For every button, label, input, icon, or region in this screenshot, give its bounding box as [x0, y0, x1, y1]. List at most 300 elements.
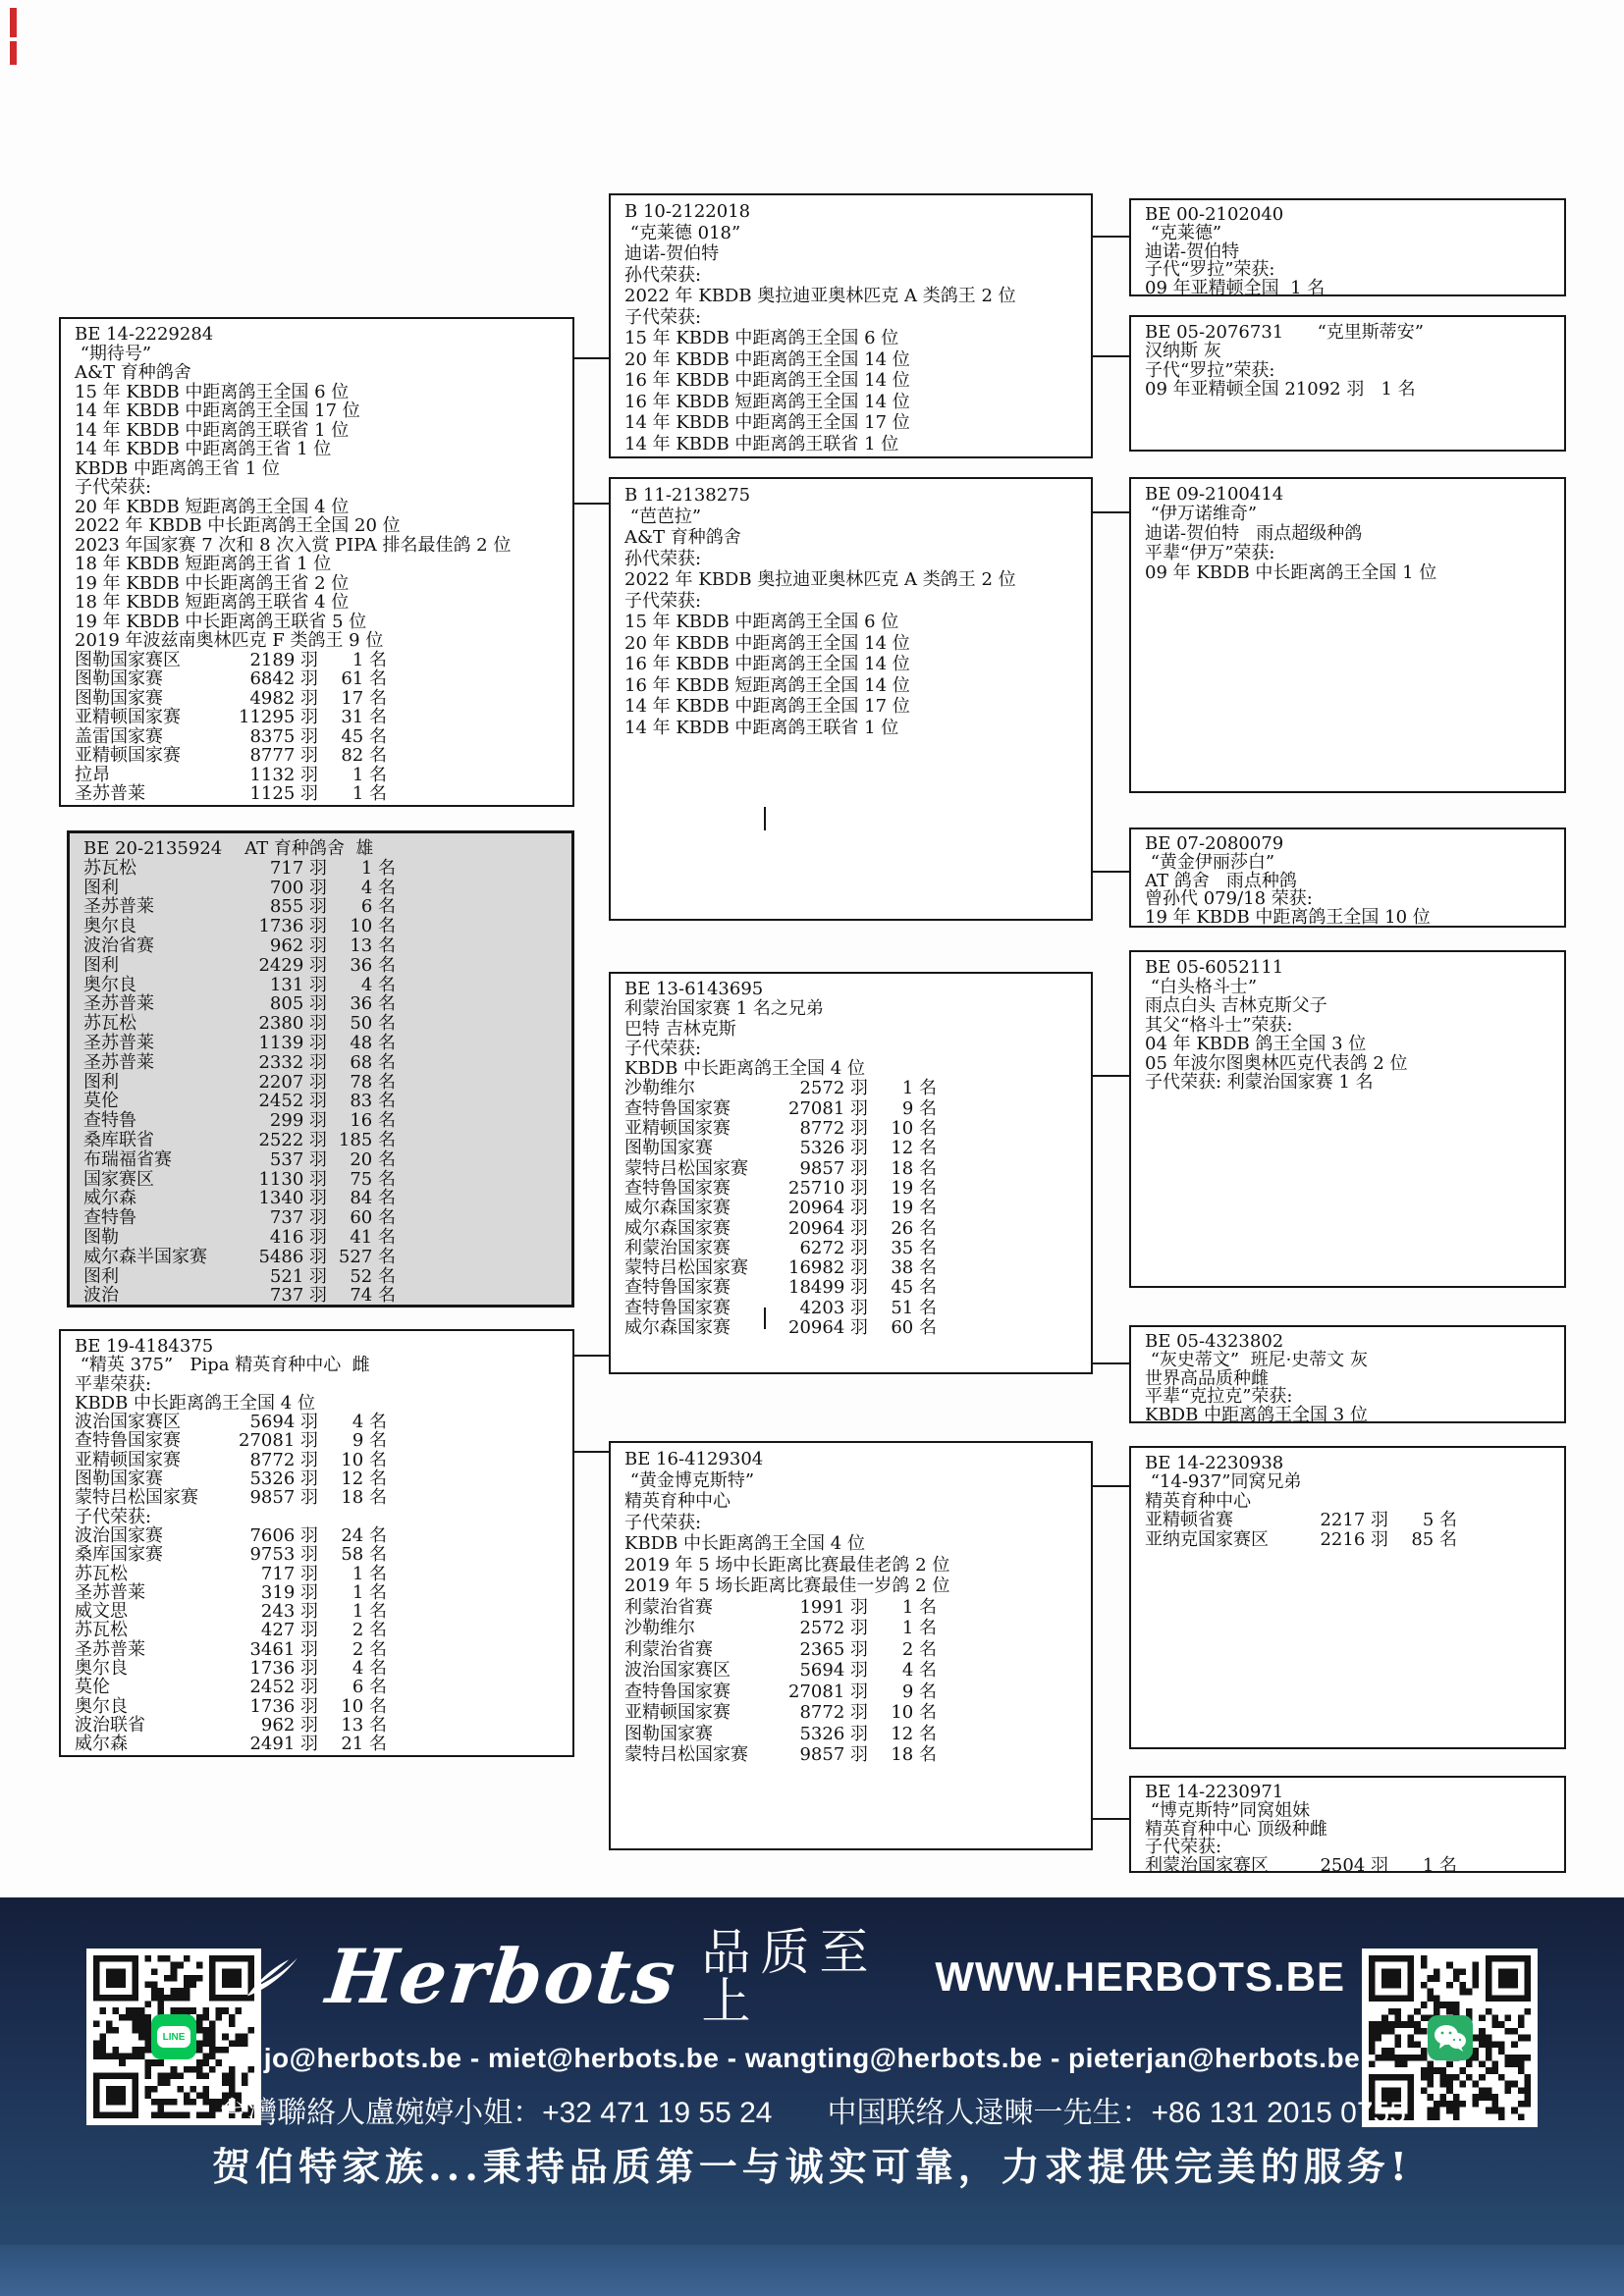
text-line: 曾孙代 079/18 荣获: [1145, 888, 1313, 910]
result-row [75, 1469, 567, 1488]
result-row [75, 1451, 567, 1469]
pedigree-box-ggparent-5 [1129, 950, 1566, 1288]
result-birds: 4982 羽 [249, 687, 318, 709]
pedigree-connector [1093, 511, 1129, 513]
text-line: KBDB 中长距离鸽王全国 4 位 [624, 1533, 865, 1554]
pedigree-box-ggparent-8 [1129, 1776, 1566, 1877]
result-place: 18 名 [891, 1157, 937, 1179]
result-row [83, 994, 566, 1014]
result-row [624, 1702, 1085, 1724]
text-line: 子代荣获: [1145, 1837, 1222, 1858]
result-birds: 2365 羽 [799, 1638, 868, 1660]
result-venue: 图勒 [83, 1226, 119, 1248]
result-birds: 6272 羽 [799, 1237, 868, 1258]
result-row [83, 1131, 566, 1150]
result-venue: 亚精顿国家赛 [75, 707, 181, 727]
text-line: 09 年亚精顿全国 21092 羽 1 名 [1145, 379, 1416, 400]
result-birds: 9857 羽 [799, 1157, 868, 1179]
result-place: 1 名 [352, 783, 387, 804]
result-birds: 20964 羽 [788, 1317, 868, 1339]
result-birds: 2452 羽 [258, 1091, 327, 1112]
result-birds: 9857 羽 [799, 1744, 868, 1765]
result-row [75, 689, 567, 709]
result-venue: 利蒙治省赛 [624, 1638, 713, 1660]
result-place: 10 名 [350, 916, 396, 937]
result-row [75, 1545, 567, 1564]
result-place: 4 名 [352, 1412, 387, 1433]
result-place: 85 名 [1411, 1528, 1457, 1550]
result-place: 5 名 [1422, 1510, 1457, 1531]
text-line: 子代荣获: [75, 477, 152, 498]
result-venue: 蒙特吕松国家赛 [624, 1257, 748, 1279]
result-row [83, 879, 566, 898]
result-birds: 805 羽 [269, 993, 327, 1015]
result-row [83, 1053, 566, 1073]
result-place: 26 名 [891, 1217, 937, 1239]
result-place: 17 名 [341, 687, 387, 709]
text-line: BE 07-2080079 [1145, 833, 1284, 854]
contact-emails: jo@herbots.be - miet@herbots.be - wangting@herbots.be - pieterjan@herbots.be [263, 2043, 1361, 2073]
result-birds: 2522 羽 [258, 1129, 327, 1150]
result-venue: 查特鲁国家赛 [624, 1177, 731, 1199]
text-line: BE 05-2076731 “克里斯蒂安” [1145, 322, 1424, 343]
result-venue: 蒙特吕松国家赛 [624, 1744, 748, 1765]
result-place: 527 名 [338, 1246, 396, 1267]
result-place: 12 名 [891, 1723, 937, 1744]
result-venue: 苏瓦松 [83, 857, 136, 879]
pedigree-box-dam [59, 1329, 574, 1757]
result-row [624, 1199, 1085, 1218]
text-line: “伊万诺维奇” [1145, 504, 1258, 524]
result-place: 83 名 [350, 1091, 396, 1112]
result-venue: 波治国家赛 [75, 1524, 163, 1546]
brand-slogan-cn: 品质至上 [701, 1924, 879, 2030]
result-row [75, 1735, 567, 1753]
result-birds: 4203 羽 [799, 1297, 868, 1318]
text-line: “14-937”同窝兄弟 [1145, 1471, 1302, 1493]
result-place: 36 名 [350, 993, 396, 1015]
text-line: “灰史蒂文” 班尼·史蒂文 灰 [1145, 1349, 1369, 1370]
text-line: 巴特 吉林克斯 [624, 1018, 736, 1040]
result-birds: 8375 羽 [249, 725, 318, 747]
result-place: 1 名 [352, 1581, 387, 1603]
result-venue: 威尔森 [75, 1734, 128, 1755]
text-line: B 11-2138275 [624, 485, 751, 506]
result-birds: 299 羽 [269, 1110, 327, 1132]
result-place: 2 名 [352, 1638, 387, 1660]
result-birds: 27081 羽 [788, 1681, 868, 1702]
result-birds: 6842 羽 [249, 668, 318, 689]
result-birds: 25710 羽 [788, 1177, 868, 1199]
result-venue: 亚精顿国家赛 [75, 745, 181, 766]
result-place: 82 名 [341, 745, 387, 766]
text-line: 迪诺-贺伯特 [1145, 240, 1240, 262]
result-venue: 亚精顿国家赛 [75, 1449, 181, 1470]
pedigree-box-sire [59, 317, 574, 807]
result-row [624, 1179, 1085, 1199]
text-line: 孙代荣获: [624, 548, 702, 569]
result-birds: 737 羽 [269, 1285, 327, 1307]
result-venue: 亚精顿国家赛 [624, 1702, 731, 1723]
result-place: 45 名 [341, 725, 387, 747]
result-place: 20 名 [350, 1148, 396, 1170]
text-line: 16 年 KBDB 中距离鸽王全国 14 位 [624, 654, 910, 674]
result-place: 19 名 [891, 1198, 937, 1219]
result-place: 50 名 [350, 1013, 396, 1035]
result-birds: 2504 羽 [1320, 1855, 1388, 1877]
result-venue: 图利 [83, 1265, 119, 1287]
result-place: 75 名 [350, 1168, 396, 1190]
result-venue: 图勒国家赛 [75, 668, 163, 689]
text-line: 利蒙治国家赛 1 名之兄弟 [624, 998, 824, 1020]
result-birds: 2380 羽 [258, 1013, 327, 1035]
result-place: 6 名 [352, 1677, 387, 1698]
text-line: 2019 年 5 场中长距离比赛最佳老鸽 2 位 [624, 1554, 950, 1575]
result-venue: 圣苏普莱 [83, 1051, 154, 1073]
result-place: 60 名 [350, 1207, 396, 1229]
result-birds: 2452 羽 [249, 1677, 318, 1698]
result-venue: 查特鲁国家赛 [624, 1297, 731, 1318]
result-venue: 布瑞福省赛 [83, 1148, 172, 1170]
pedigree-box-ggparent-1 [1129, 198, 1566, 299]
result-row [83, 1111, 566, 1131]
result-row [75, 1413, 567, 1431]
result-place: 10 名 [891, 1702, 937, 1723]
text-line: 20 年 KBDB 中距离鸽王全国 14 位 [624, 348, 910, 370]
text-line: 2022 年 KBDB 奥拉迪亚奥林匹克 A 类鸽王 2 位 [624, 569, 1016, 590]
result-birds: 5486 羽 [258, 1246, 327, 1267]
result-row [624, 1660, 1085, 1682]
pedigree-connector [764, 807, 766, 830]
result-birds: 319 羽 [260, 1581, 318, 1603]
result-birds: 427 羽 [260, 1620, 318, 1641]
text-line: 14 年 KBDB 中距离鸽王省 1 位 [75, 439, 332, 459]
pedigree-box-ggparent-2 [1129, 315, 1566, 452]
result-venue: 查特鲁 [83, 1110, 136, 1132]
result-venue: 圣苏普莱 [83, 993, 154, 1015]
result-row [83, 1014, 566, 1034]
result-venue: 查特鲁国家赛 [624, 1277, 731, 1299]
result-venue: 亚精顿国家赛 [624, 1118, 731, 1140]
result-birds: 1125 羽 [249, 783, 318, 804]
result-venue: 查特鲁国家赛 [624, 1681, 731, 1702]
result-row [75, 1565, 567, 1583]
result-place: 48 名 [350, 1032, 396, 1053]
result-venue: 图勒国家赛 [75, 1468, 163, 1490]
result-venue: 图勒国家赛 [75, 687, 163, 709]
result-birds: 416 羽 [269, 1226, 327, 1248]
text-line: 其父“格斗士”荣获: [1145, 1014, 1293, 1036]
result-row [624, 1239, 1085, 1258]
text-line: 迪诺-贺伯特 [624, 243, 720, 264]
result-place: 41 名 [350, 1226, 396, 1248]
result-place: 2 名 [352, 1620, 387, 1641]
result-place: 10 名 [341, 1695, 387, 1717]
result-birds: 2491 羽 [249, 1734, 318, 1755]
result-row [83, 1189, 566, 1208]
text-line: “精英 375” Pipa 精英育种中心 雌 [75, 1355, 370, 1376]
result-row [75, 784, 567, 804]
text-line: 世界高品质种雌 [1145, 1367, 1269, 1389]
result-row [83, 1150, 566, 1170]
result-place: 4 名 [360, 877, 396, 898]
text-line: A&T 育种鸽舍 [75, 362, 191, 383]
result-place: 1 名 [352, 764, 387, 785]
result-venue: 查特鲁国家赛 [624, 1097, 731, 1119]
pedigree-connector [574, 357, 609, 359]
result-birds: 521 羽 [269, 1265, 327, 1287]
result-row [75, 746, 567, 766]
result-venue: 苏瓦松 [75, 1563, 128, 1584]
result-birds: 243 羽 [260, 1601, 318, 1623]
result-row [1145, 1511, 1558, 1529]
result-birds: 7606 羽 [249, 1524, 318, 1546]
text-line: 16 年 KBDB 短距离鸽王全国 14 位 [624, 391, 910, 412]
result-birds: 2216 羽 [1320, 1528, 1388, 1550]
text-line: 14 年 KBDB 中距离鸽王全国 17 位 [624, 412, 910, 433]
text-line: 05 年波尔图奥林匹克代表鸽 2 位 [1145, 1052, 1408, 1074]
result-row [1145, 1857, 1558, 1876]
text-line: “博克斯特”同窝姐妹 [1145, 1799, 1311, 1821]
result-venue: 威尔森 [83, 1188, 136, 1209]
result-place: 9 名 [352, 1430, 387, 1452]
result-venue: 波治联省 [75, 1714, 145, 1735]
result-venue: 亚纳克国家赛区 [1145, 1528, 1269, 1550]
text-line: 子代荣获: 利蒙治国家赛 1 名 [1145, 1072, 1374, 1093]
result-venue: 波治国家赛区 [624, 1660, 731, 1681]
result-birds: 27081 羽 [239, 1430, 318, 1452]
result-place: 58 名 [341, 1544, 387, 1566]
result-place: 1 名 [352, 649, 387, 670]
text-line: BE 20-2135924 AT 育种鸽舍 雄 [83, 838, 374, 859]
family-slogan: 贺伯特家族...秉持品质第一与诚实可靠，力求提供完美的服务! [212, 2145, 1412, 2190]
result-row [75, 1678, 567, 1696]
result-birds: 855 羽 [269, 896, 327, 918]
text-line: 平辈荣获: [75, 1373, 152, 1395]
result-venue: 盖雷国家赛 [75, 725, 163, 747]
result-place: 68 名 [350, 1051, 396, 1073]
result-row [83, 956, 566, 976]
result-place: 12 名 [891, 1138, 937, 1159]
result-venue: 圣苏普莱 [75, 783, 145, 804]
result-row [624, 1159, 1085, 1179]
result-venue: 波治 [83, 1285, 119, 1307]
result-place: 61 名 [341, 668, 387, 689]
result-birds: 5694 羽 [249, 1412, 318, 1433]
pedigree-connector [1093, 1362, 1129, 1364]
result-venue: 奥尔良 [75, 1695, 128, 1717]
result-venue: 国家赛区 [83, 1168, 154, 1190]
result-venue: 查特鲁 [83, 1207, 136, 1229]
result-row [83, 1228, 566, 1248]
text-line: “黄金博克斯特” [624, 1469, 755, 1491]
result-venue: 奥尔良 [83, 974, 136, 995]
text-line: “黄金伊丽莎白” [1145, 851, 1275, 873]
text-line: 子代荣获: [624, 1512, 702, 1533]
result-row [83, 897, 566, 917]
result-row [75, 1716, 567, 1735]
result-venue: 图利 [83, 1071, 119, 1093]
text-line: 2023 年国家赛 7 次和 8 次入赏 PIPA 排名最佳鸽 2 位 [75, 534, 512, 556]
text-line: “白头格斗士” [1145, 976, 1258, 997]
result-venue: 图勒国家赛 [624, 1138, 713, 1159]
result-venue: 图利 [83, 877, 119, 898]
result-place: 4 名 [901, 1660, 937, 1681]
result-place: 45 名 [891, 1277, 937, 1299]
result-place: 18 名 [891, 1744, 937, 1765]
pedigree-connector [574, 503, 609, 505]
result-birds: 18499 羽 [788, 1277, 868, 1299]
result-venue: 蒙特吕松国家赛 [75, 1487, 198, 1509]
result-row [624, 1744, 1085, 1766]
result-birds: 717 羽 [269, 857, 327, 879]
result-place: 1 名 [901, 1596, 937, 1618]
result-place: 1 名 [901, 1618, 937, 1638]
text-line: BE 14-2230938 [1145, 1453, 1284, 1473]
text-line: 14 年 KBDB 中距离鸽王联省 1 位 [624, 717, 899, 738]
text-line: 汉纳斯 灰 [1145, 341, 1221, 362]
result-place: 74 名 [350, 1285, 396, 1307]
text-line: 子代“罗拉”荣获: [1145, 259, 1275, 281]
result-birds: 1736 羽 [249, 1695, 318, 1717]
result-row [75, 1526, 567, 1545]
result-place: 10 名 [891, 1118, 937, 1140]
result-row [75, 1431, 567, 1450]
result-row [83, 976, 566, 995]
text-line: 子代“罗拉”荣获: [1145, 359, 1275, 381]
text-line: 精英育种中心 [624, 1491, 731, 1512]
result-row [83, 917, 566, 936]
result-birds: 8777 羽 [249, 745, 318, 766]
result-venue: 威尔森国家赛 [624, 1198, 731, 1219]
feather-icon [245, 1951, 301, 2002]
result-venue: 图勒国家赛 [624, 1723, 713, 1744]
text-line: 子代荣获: [624, 1038, 702, 1059]
result-venue: 利蒙治省赛 [624, 1596, 713, 1618]
result-place: 38 名 [891, 1257, 937, 1279]
contact-taiwan: 台灣聯絡人盧婉婷小姐：+32 471 19 55 24 [218, 2097, 773, 2129]
text-line: 雨点白头 吉林克斯父子 [1145, 995, 1327, 1016]
result-row [624, 1219, 1085, 1239]
text-line: 20 年 KBDB 短距离鸽王全国 4 位 [75, 496, 350, 517]
pedigree-box-granddam-maternal [609, 1441, 1093, 1850]
result-row [624, 1258, 1085, 1278]
text-line: 迪诺-贺伯特 雨点超级种鸽 [1145, 523, 1363, 544]
result-birds: 1132 羽 [249, 764, 318, 785]
result-row [75, 1697, 567, 1716]
result-row [75, 1488, 567, 1507]
result-row [83, 1092, 566, 1111]
text-line: 子代荣获: [624, 590, 702, 612]
contact-china: 中国联络人逯暕一先生：+86 131 2015 0755 [827, 2097, 1406, 2129]
result-row [624, 1299, 1085, 1318]
result-birds: 962 羽 [269, 934, 327, 956]
result-birds: 16982 羽 [788, 1257, 868, 1279]
result-row [75, 1602, 567, 1621]
result-place: 12 名 [341, 1468, 387, 1490]
result-venue: 奥尔良 [75, 1658, 128, 1680]
text-line: “克莱德 018” [624, 222, 741, 243]
pedigree-box-ggparent-4 [1129, 828, 1566, 928]
result-row [83, 936, 566, 956]
footer-banner [0, 1897, 1624, 2296]
pedigree-connector [1093, 355, 1129, 357]
pedigree-box-granddam-paternal [609, 477, 1093, 921]
result-row [624, 1119, 1085, 1139]
text-line: 14 年 KBDB 中距离鸽王联省 1 位 [75, 419, 350, 441]
result-row [624, 1618, 1085, 1639]
result-venue: 莫伦 [83, 1091, 119, 1112]
result-birds: 2429 羽 [258, 954, 327, 976]
text-line: 2022 年 KBDB 中长距离鸽王全国 20 位 [75, 515, 401, 536]
result-row [83, 1248, 566, 1267]
text-line: 精英育种中心 顶级种雌 [1145, 1818, 1327, 1840]
contact-phones-row [0, 2088, 1624, 2131]
result-place: 10 名 [341, 1449, 387, 1470]
result-venue: 蒙特吕松国家赛 [624, 1157, 748, 1179]
result-venue: 桑库联省 [83, 1129, 154, 1150]
text-line: BE 19-4184375 [75, 1336, 214, 1357]
result-birds: 2332 羽 [258, 1051, 327, 1073]
result-birds: 9857 羽 [249, 1487, 318, 1509]
result-birds: 700 羽 [269, 877, 327, 898]
result-place: 9 名 [901, 1681, 937, 1702]
result-birds: 11295 羽 [239, 707, 318, 727]
result-venue: 圣苏普莱 [75, 1638, 145, 1660]
result-venue: 亚精顿省赛 [1145, 1510, 1233, 1531]
result-row [1145, 1530, 1558, 1549]
result-venue: 苏瓦松 [75, 1620, 128, 1641]
result-place: 13 名 [350, 934, 396, 956]
result-row [624, 1597, 1085, 1619]
result-birds: 9753 羽 [249, 1544, 318, 1566]
result-place: 51 名 [891, 1297, 937, 1318]
result-venue: 桑库国家赛 [75, 1544, 163, 1566]
result-venue: 沙勒维尔 [624, 1618, 695, 1638]
result-place: 24 名 [341, 1524, 387, 1546]
result-venue: 利蒙治国家赛 [624, 1237, 731, 1258]
text-line: BE 14-2230971 [1145, 1782, 1284, 1802]
text-line: BE 14-2229284 [75, 324, 214, 345]
line-icon-label: LINE [157, 2026, 190, 2048]
result-venue: 苏瓦松 [83, 1013, 136, 1035]
text-line: 19 年 KBDB 中长距离鸽王联省 5 位 [75, 611, 367, 632]
text-line: 09 年亚精顿全国 1 名 [1145, 278, 1326, 299]
result-birds: 8772 羽 [799, 1118, 868, 1140]
text-line: BE 09-2100414 [1145, 484, 1284, 505]
pedigree-connector [1093, 236, 1129, 238]
text-line: 14 年 KBDB 中距离鸽王全国 17 位 [624, 696, 910, 717]
result-venue: 威尔森国家赛 [624, 1217, 731, 1239]
result-row [624, 1682, 1085, 1703]
result-place: 35 名 [891, 1237, 937, 1258]
red-registration-mark [10, 8, 17, 37]
result-birds: 2207 羽 [258, 1071, 327, 1093]
result-birds: 5326 羽 [799, 1723, 868, 1744]
result-row [624, 1278, 1085, 1298]
result-venue: 圣苏普莱 [83, 896, 154, 918]
result-place: 1 名 [1422, 1855, 1457, 1877]
result-row [624, 1318, 1085, 1338]
result-place: 16 名 [350, 1110, 396, 1132]
text-line: 子代荣获: [624, 306, 702, 328]
text-line: 20 年 KBDB 中距离鸽王全国 14 位 [624, 632, 910, 654]
result-birds: 717 羽 [260, 1563, 318, 1584]
text-line: 子代荣获: [75, 1506, 152, 1527]
result-place: 84 名 [350, 1188, 396, 1209]
result-place: 36 名 [350, 954, 396, 976]
result-venue: 沙勒维尔 [624, 1078, 695, 1099]
